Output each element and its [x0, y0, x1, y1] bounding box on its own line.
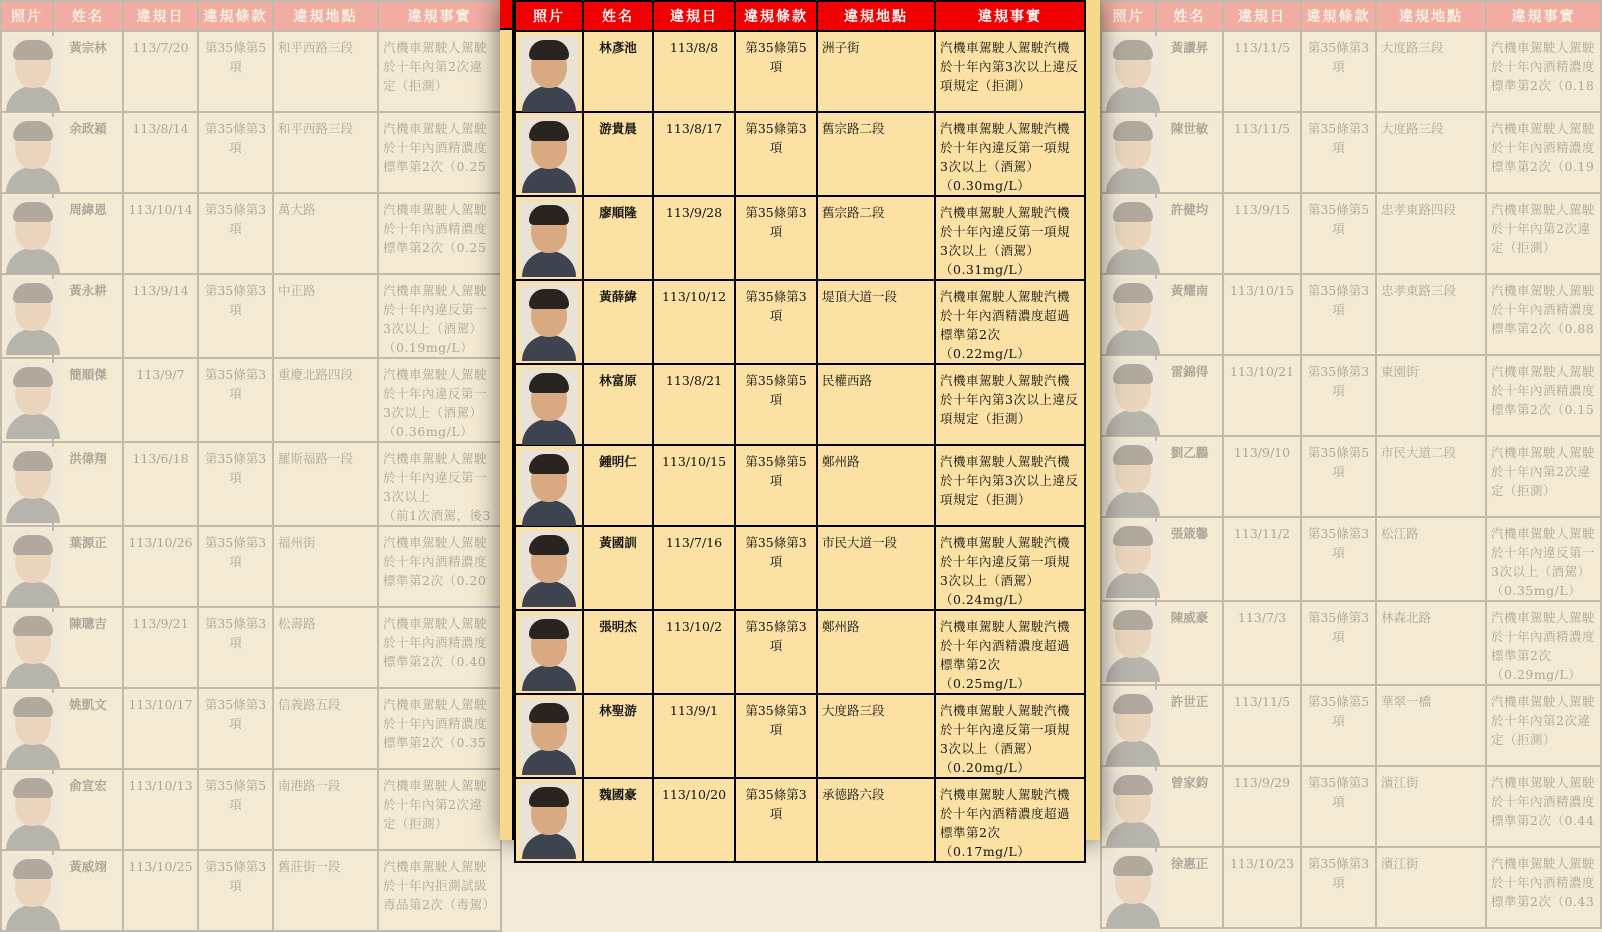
name-cell: 張明杰 — [583, 610, 653, 694]
table-row — [1101, 517, 1601, 601]
violation-cell: 汽機車駕駛人駕駛汽機 於十年內酒精濃度超過 標準第2次（0.22mg/L） — [935, 280, 1085, 364]
name-cell: 黃永耕 — [53, 274, 123, 358]
name-cell: 姚凱文 — [53, 688, 123, 769]
table-row — [1101, 601, 1601, 685]
photo-cell — [515, 778, 583, 862]
name-cell: 雷錦得 — [1156, 355, 1223, 436]
date-cell: 113/9/21 — [123, 607, 198, 688]
name-cell: 林富原 — [583, 364, 653, 445]
violation-cell: 汽機車駕駛人駕駛汽機 於十年內違反第一項規 3次以上（酒駕） （0.31mg/L） — [935, 196, 1085, 280]
location-cell: 舊宗路二段 — [817, 196, 935, 280]
table-row — [515, 694, 1085, 778]
table-row — [1101, 193, 1601, 274]
location-cell: 大度路三段 — [817, 694, 935, 778]
table-row — [1101, 847, 1601, 928]
name-cell: 鍾明仁 — [583, 445, 653, 526]
violation-cell: 汽機車駕駛人駕駛 於十年內違反第一 3次以上（酒駕） （0.19mg/L） — [378, 274, 501, 358]
person-photo — [4, 36, 62, 104]
article-cell: 第35條第3項 — [198, 358, 273, 442]
name-cell: 簡順傑 — [53, 358, 123, 442]
photo-cell — [515, 280, 583, 364]
article-cell: 第35條第3項 — [735, 526, 817, 610]
table-row — [1101, 31, 1601, 112]
person-photo — [4, 198, 62, 266]
name-cell: 黃國訓 — [583, 526, 653, 610]
article-cell: 第35條第3項 — [1301, 766, 1376, 847]
table-row — [515, 112, 1085, 196]
table-row — [1, 442, 501, 526]
table-row — [1101, 274, 1601, 355]
article-cell: 第35條第3項 — [198, 193, 273, 274]
location-cell: 信義路五段 — [273, 688, 378, 769]
article-cell: 第35條第3項 — [198, 526, 273, 607]
article-cell: 第35條第5項 — [198, 31, 273, 112]
violation-cell: 汽機車駕駛人駕駛汽機 於十年內違反第一項規 3次以上（酒駕） （0.20mg/L） — [935, 694, 1085, 778]
location-cell: 舊宗路二段 — [817, 112, 935, 196]
violation-cell: 汽機車駕駛人駕駛 於十年內第2次違 定（拒測） — [1486, 436, 1601, 517]
table-row — [1101, 685, 1601, 766]
column-header-photo: 照片 — [515, 1, 583, 31]
date-cell: 113/11/5 — [1223, 685, 1301, 766]
photo-cell — [1, 358, 53, 442]
column-header-photo: 照片 — [1, 1, 53, 31]
article-cell: 第35條第5項 — [735, 31, 817, 112]
person-photo — [4, 447, 62, 515]
table-row — [1, 274, 501, 358]
photo-cell — [1, 31, 53, 112]
person-photo — [1104, 360, 1162, 428]
location-cell: 南港路一段 — [273, 769, 378, 850]
article-cell: 第35條第3項 — [735, 196, 817, 280]
person-photo — [1104, 279, 1162, 347]
name-cell: 張箴馨 — [1156, 517, 1223, 601]
table-row — [1, 769, 501, 850]
person-photo — [1104, 198, 1162, 266]
person-photo — [1104, 117, 1162, 185]
center-table — [514, 0, 1086, 863]
header-row — [1101, 1, 1601, 31]
person-photo — [1104, 441, 1162, 509]
column-header-article: 違規條款 — [1301, 1, 1376, 31]
person-photo — [1104, 36, 1162, 104]
article-cell: 第35條第5項 — [735, 364, 817, 445]
name-cell: 曾家鈞 — [1156, 766, 1223, 847]
violation-cell: 汽機車駕駛人駕駛 於十年內酒精濃度 標準第2次（0.43 — [1486, 847, 1601, 928]
location-cell: 忠孝東路三段 — [1376, 274, 1486, 355]
name-cell: 劉乙鵬 — [1156, 436, 1223, 517]
person-photo — [4, 693, 62, 761]
column-header-date: 違規日 — [123, 1, 198, 31]
date-cell: 113/10/12 — [653, 280, 735, 364]
article-cell: 第35條第3項 — [1301, 31, 1376, 112]
location-cell: 重慶北路四段 — [273, 358, 378, 442]
violation-cell: 汽機車駕駛人駕駛汽機 於十年內酒精濃度超過 標準第2次（0.17mg/L） — [935, 778, 1085, 862]
table-row — [1101, 112, 1601, 193]
location-cell: 鄭州路 — [817, 445, 935, 526]
name-cell: 俞宣宏 — [53, 769, 123, 850]
date-cell: 113/11/2 — [1223, 517, 1301, 601]
location-cell: 市民大道二段 — [1376, 436, 1486, 517]
person-photo — [520, 615, 578, 683]
table-row — [515, 778, 1085, 862]
person-photo — [1104, 852, 1162, 920]
left-edge-column — [500, 0, 514, 840]
violation-cell: 汽機車駕駛人駕駛 於十年內酒精濃度 標準第2次（0.15 — [1486, 355, 1601, 436]
location-cell: 華翠一橋 — [1376, 685, 1486, 766]
left-faded-list — [0, 0, 500, 912]
person-photo — [1104, 690, 1162, 758]
photo-cell — [515, 112, 583, 196]
photo-cell — [515, 364, 583, 445]
date-cell: 113/8/8 — [653, 31, 735, 112]
table-row — [1, 358, 501, 442]
person-photo — [520, 369, 578, 437]
location-cell: 和平西路三段 — [273, 31, 378, 112]
photo-cell — [1101, 601, 1156, 685]
name-cell: 洪偉翔 — [53, 442, 123, 526]
photo-cell — [1101, 31, 1156, 112]
violation-cell: 汽機車駕駛人駕駛 於十年內違反第一 3次以上（酒駕） （0.36mg/L） — [378, 358, 501, 442]
photo-cell — [1, 688, 53, 769]
photo-cell — [1, 442, 53, 526]
name-cell: 周緯恩 — [53, 193, 123, 274]
violation-cell: 汽機車駕駛人駕駛 於十年內酒精濃度 標準第2次（0.88 — [1486, 274, 1601, 355]
date-cell: 113/10/23 — [1223, 847, 1301, 928]
column-header-name: 姓名 — [53, 1, 123, 31]
photo-cell — [515, 694, 583, 778]
violation-cell: 汽機車駕駛人駕駛 於十年內酒精濃度 標準第2次（0.19 — [1486, 112, 1601, 193]
violation-cell: 汽機車駕駛人駕駛 於十年內第2次違 定（拒測） — [1486, 685, 1601, 766]
violation-cell: 汽機車駕駛人駕駛汽機 於十年內第3次以上違反 項規定（拒測） — [935, 31, 1085, 112]
date-cell: 113/10/14 — [123, 193, 198, 274]
name-cell: 余政潁 — [53, 112, 123, 193]
photo-cell — [1101, 274, 1156, 355]
location-cell: 鄭州路 — [817, 610, 935, 694]
table-row — [1101, 766, 1601, 847]
location-cell: 林森北路 — [1376, 601, 1486, 685]
violation-cell: 汽機車駕駛人駕駛 於十年內酒精濃度 標準第2次 （0.29mg/L） — [1486, 601, 1601, 685]
article-cell: 第35條第3項 — [198, 607, 273, 688]
date-cell: 113/9/28 — [653, 196, 735, 280]
violation-cell: 汽機車駕駛人駕駛 於十年內酒精濃度 標準第2次（0.20 — [378, 526, 501, 607]
table-row — [1, 526, 501, 607]
person-photo — [4, 612, 62, 680]
location-cell: 市民大道一段 — [817, 526, 935, 610]
date-cell: 113/10/15 — [1223, 274, 1301, 355]
left-table — [0, 0, 502, 932]
date-cell: 113/9/7 — [123, 358, 198, 442]
date-cell: 113/7/20 — [123, 31, 198, 112]
person-photo — [520, 36, 578, 104]
column-header-name: 姓名 — [1156, 1, 1223, 31]
name-cell: 黃宗林 — [53, 31, 123, 112]
location-cell: 中正路 — [273, 274, 378, 358]
name-cell: 黃威翊 — [53, 850, 123, 931]
violation-cell: 汽機車駕駛人駕駛汽機 於十年內違反第一項規 3次以上（酒駕） （0.24mg/L） — [935, 526, 1085, 610]
date-cell: 113/9/14 — [123, 274, 198, 358]
article-cell: 第35條第3項 — [198, 688, 273, 769]
column-header-date: 違規日 — [653, 1, 735, 31]
date-cell: 113/10/2 — [653, 610, 735, 694]
name-cell: 林聖游 — [583, 694, 653, 778]
article-cell: 第35條第3項 — [1301, 517, 1376, 601]
table-row — [515, 610, 1085, 694]
table-row — [515, 526, 1085, 610]
article-cell: 第35條第3項 — [735, 280, 817, 364]
column-header-location: 違規地點 — [817, 1, 935, 31]
name-cell: 許世正 — [1156, 685, 1223, 766]
table-row — [1101, 436, 1601, 517]
person-photo — [520, 783, 578, 851]
violation-cell: 汽機車駕駛人駕駛 於十年內第2次違 定（拒測） — [378, 769, 501, 850]
photo-cell — [1, 607, 53, 688]
photo-cell — [1101, 847, 1156, 928]
photo-cell — [515, 526, 583, 610]
person-photo — [1104, 771, 1162, 839]
date-cell: 113/7/3 — [1223, 601, 1301, 685]
violation-cell: 汽機車駕駛人駕駛 於十年內酒精濃度 標準第2次（0.25 — [378, 193, 501, 274]
table-row — [1, 112, 501, 193]
location-cell: 忠孝東路四段 — [1376, 193, 1486, 274]
photo-cell — [515, 610, 583, 694]
violation-cell: 汽機車駕駛人駕駛 於十年內第2次違 定（拒測） — [1486, 193, 1601, 274]
violation-cell: 汽機車駕駛人駕駛汽機 於十年內第3次以上違反 項規定（拒測） — [935, 445, 1085, 526]
name-cell: 黃薛緯 — [583, 280, 653, 364]
photo-cell — [1101, 193, 1156, 274]
photo-cell — [1101, 766, 1156, 847]
column-header-violation: 違規事實 — [378, 1, 501, 31]
date-cell: 113/8/21 — [653, 364, 735, 445]
person-photo — [520, 285, 578, 353]
date-cell: 113/10/17 — [123, 688, 198, 769]
photo-cell — [1, 274, 53, 358]
location-cell: 羅斯福路一段 — [273, 442, 378, 526]
name-cell: 葉源正 — [53, 526, 123, 607]
article-cell: 第35條第3項 — [1301, 274, 1376, 355]
violation-cell: 汽機車駕駛人駕駛 於十年內違反第一 3次以上 （前1次酒駕，後3 — [378, 442, 501, 526]
violation-cell: 汽機車駕駛人駕駛 於十年內第2次違 定（拒測） — [378, 31, 501, 112]
location-cell: 松壽路 — [273, 607, 378, 688]
date-cell: 113/10/13 — [123, 769, 198, 850]
table-row — [1, 193, 501, 274]
column-header-article: 違規條款 — [198, 1, 273, 31]
violation-cell: 汽機車駕駛人駕駛 於十年內酒精濃度 標準第2次（0.40 — [378, 607, 501, 688]
photo-cell — [1101, 436, 1156, 517]
article-cell: 第35條第3項 — [198, 112, 273, 193]
article-cell: 第35條第3項 — [198, 442, 273, 526]
table-row — [515, 364, 1085, 445]
date-cell: 113/7/16 — [653, 526, 735, 610]
photo-cell — [1, 112, 53, 193]
name-cell: 廖順隆 — [583, 196, 653, 280]
person-photo — [4, 855, 62, 923]
table-row — [515, 280, 1085, 364]
table-row — [1, 31, 501, 112]
person-photo — [1104, 606, 1162, 674]
column-header-date: 違規日 — [1223, 1, 1301, 31]
photo-cell — [1101, 685, 1156, 766]
person-photo — [520, 117, 578, 185]
photo-cell — [1, 193, 53, 274]
table-row — [1, 850, 501, 931]
photo-cell — [1101, 112, 1156, 193]
person-photo — [520, 531, 578, 599]
article-cell: 第35條第3項 — [735, 112, 817, 196]
location-cell: 大度路三段 — [1376, 112, 1486, 193]
article-cell: 第35條第3項 — [1301, 355, 1376, 436]
article-cell: 第35條第5項 — [198, 769, 273, 850]
name-cell: 陳聰吉 — [53, 607, 123, 688]
date-cell: 113/11/5 — [1223, 31, 1301, 112]
column-header-violation: 違規事實 — [1486, 1, 1601, 31]
date-cell: 113/8/17 — [653, 112, 735, 196]
article-cell: 第35條第3項 — [1301, 847, 1376, 928]
photo-cell — [515, 445, 583, 526]
date-cell: 113/9/29 — [1223, 766, 1301, 847]
date-cell: 113/10/25 — [123, 850, 198, 931]
article-cell: 第35條第3項 — [198, 274, 273, 358]
photo-cell — [1, 850, 53, 931]
header-row — [515, 1, 1085, 31]
date-cell: 113/9/10 — [1223, 436, 1301, 517]
name-cell: 徐惠正 — [1156, 847, 1223, 928]
date-cell: 113/8/14 — [123, 112, 198, 193]
name-cell: 許健均 — [1156, 193, 1223, 274]
article-cell: 第35條第5項 — [1301, 436, 1376, 517]
location-cell: 萬大路 — [273, 193, 378, 274]
date-cell: 113/6/18 — [123, 442, 198, 526]
name-cell: 林彥池 — [583, 31, 653, 112]
location-cell: 濱江街 — [1376, 766, 1486, 847]
person-photo — [520, 450, 578, 518]
table-row — [515, 196, 1085, 280]
article-cell: 第35條第3項 — [198, 850, 273, 931]
name-cell: 游貴晨 — [583, 112, 653, 196]
column-header-article: 違規條款 — [735, 1, 817, 31]
date-cell: 113/10/15 — [653, 445, 735, 526]
photo-cell — [1, 769, 53, 850]
violation-cell: 汽機車駕駛人駕駛 於十年內拒測試級 毒品第2次（毒駕） — [378, 850, 501, 931]
right-table — [1100, 0, 1602, 929]
violation-cell: 汽機車駕駛人駕駛汽機 於十年內違反第一項規 3次以上（酒駕） （0.30mg/L） — [935, 112, 1085, 196]
location-cell: 福州街 — [273, 526, 378, 607]
date-cell: 113/10/21 — [1223, 355, 1301, 436]
person-photo — [4, 531, 62, 599]
name-cell: 陳威豪 — [1156, 601, 1223, 685]
date-cell: 113/10/20 — [653, 778, 735, 862]
article-cell: 第35條第5項 — [735, 445, 817, 526]
column-header-name: 姓名 — [583, 1, 653, 31]
column-header-location: 違規地點 — [273, 1, 378, 31]
location-cell: 承德路六段 — [817, 778, 935, 862]
person-photo — [520, 201, 578, 269]
violation-cell: 汽機車駕駛人駕駛汽機 於十年內第3次以上違反 項規定（拒測） — [935, 364, 1085, 445]
column-header-violation: 違規事實 — [935, 1, 1085, 31]
location-cell: 東園街 — [1376, 355, 1486, 436]
photo-cell — [1, 526, 53, 607]
violation-cell: 汽機車駕駛人駕駛汽機 於十年內酒精濃度超過 標準第2次（0.25mg/L） — [935, 610, 1085, 694]
date-cell: 113/10/26 — [123, 526, 198, 607]
violation-cell: 汽機車駕駛人駕駛 於十年內酒精濃度 標準第2次（0.35 — [378, 688, 501, 769]
violation-cell: 汽機車駕駛人駕駛 於十年內酒精濃度 標準第2次（0.18 — [1486, 31, 1601, 112]
person-photo — [4, 363, 62, 431]
location-cell: 舊莊街一段 — [273, 850, 378, 931]
violation-cell: 汽機車駕駛人駕駛 於十年內違反第一 3次以上（酒駕） （0.35mg/L） — [1486, 517, 1601, 601]
table-row — [515, 31, 1085, 112]
violation-cell: 汽機車駕駛人駕駛 於十年內酒精濃度 標準第2次（0.44 — [1486, 766, 1601, 847]
name-cell: 魏國豪 — [583, 778, 653, 862]
center-list — [500, 0, 1100, 859]
right-faded-list — [1100, 0, 1600, 909]
location-cell: 濱江街 — [1376, 847, 1486, 928]
person-photo — [4, 279, 62, 347]
date-cell: 113/11/5 — [1223, 112, 1301, 193]
person-photo — [520, 699, 578, 767]
table-row — [1, 688, 501, 769]
photo-cell — [1101, 517, 1156, 601]
location-cell: 洲子街 — [817, 31, 935, 112]
column-header-location: 違規地點 — [1376, 1, 1486, 31]
table-row — [515, 445, 1085, 526]
article-cell: 第35條第3項 — [1301, 601, 1376, 685]
date-cell: 113/9/1 — [653, 694, 735, 778]
article-cell: 第35條第5項 — [1301, 685, 1376, 766]
table-row — [1101, 355, 1601, 436]
date-cell: 113/9/15 — [1223, 193, 1301, 274]
article-cell: 第35條第3項 — [735, 778, 817, 862]
photo-cell — [1101, 355, 1156, 436]
person-photo — [1104, 522, 1162, 590]
person-photo — [4, 117, 62, 185]
violation-cell: 汽機車駕駛人駕駛 於十年內酒精濃度 標準第2次（0.25 — [378, 112, 501, 193]
article-cell: 第35條第5項 — [1301, 193, 1376, 274]
location-cell: 堤頂大道一段 — [817, 280, 935, 364]
photo-cell — [515, 31, 583, 112]
location-cell: 和平西路三段 — [273, 112, 378, 193]
article-cell: 第35條第3項 — [735, 610, 817, 694]
name-cell: 黃耀南 — [1156, 274, 1223, 355]
article-cell: 第35條第3項 — [735, 694, 817, 778]
article-cell: 第35條第3項 — [1301, 112, 1376, 193]
table-row — [1, 607, 501, 688]
name-cell: 陳世敏 — [1156, 112, 1223, 193]
photo-cell — [515, 196, 583, 280]
location-cell: 民權西路 — [817, 364, 935, 445]
location-cell: 大度路三段 — [1376, 31, 1486, 112]
column-header-photo: 照片 — [1101, 1, 1156, 31]
header-row — [1, 1, 501, 31]
location-cell: 松江路 — [1376, 517, 1486, 601]
name-cell: 黃讚昇 — [1156, 31, 1223, 112]
person-photo — [4, 774, 62, 842]
